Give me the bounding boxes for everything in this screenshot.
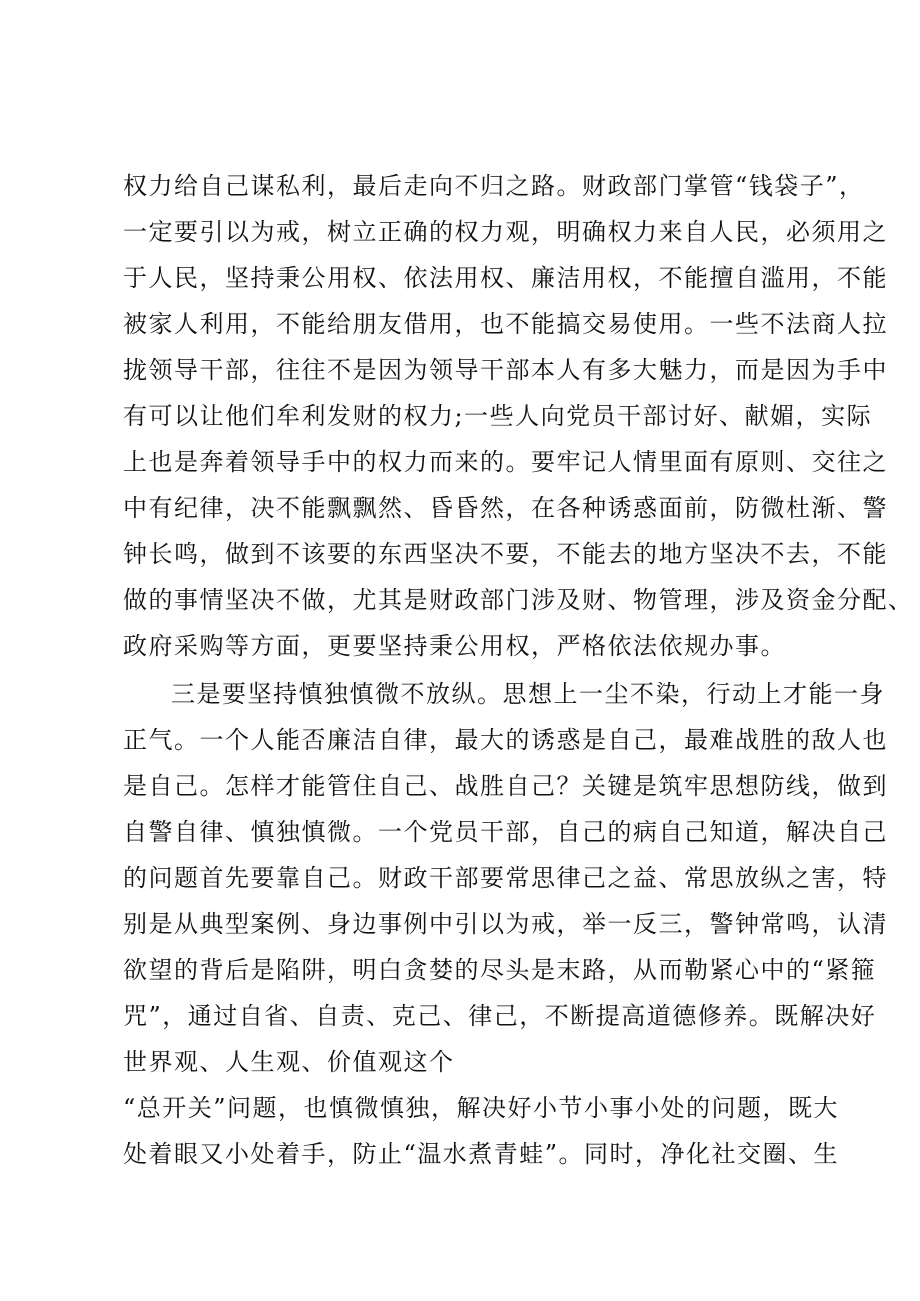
text-line: 自警自律、慎独慎微。一个党员干部，自己的病自己知道，解决自己 (123, 818, 888, 846)
text-line: 拢领导干部，往往不是因为领导干部本人有多大魅力，而是因为手中 (123, 356, 888, 384)
text-line: “总开关”问题，也慎微慎独，解决好小节小事小处的问题，既大 (123, 1094, 840, 1122)
text-line: 被家人利用，不能给朋友借用，也不能搞交易使用。一些不法商人拉 (123, 310, 888, 338)
text-line: 欲望的背后是陷阱，明白贪婪的尽头是末路，从而勒紧心中的“紧箍 (123, 956, 877, 984)
text-line: 一定要引以为戒，树立正确的权力观，明确权力来自人民，必须用之 (123, 218, 888, 246)
text-line: 咒”，通过自省、自责、克己、律己，不断提高道德修养。既解决好 (123, 1002, 877, 1030)
text-line: 政府采购等方面，更要坚持秉公用权，严格依法依规办事。 (123, 632, 786, 660)
text-line: 有可以让他们牟利发财的权力;一些人向党员干部讨好、献媚，实际 (123, 402, 873, 430)
text-line: 权力给自己谋私利，最后走向不归之路。财政部门掌管“钱袋子”， (123, 172, 865, 200)
text-line: 正气。一个人能否廉洁自律，最大的诱惑是自己，最难战胜的敌人也 (123, 726, 888, 754)
text-line: 别是从典型案例、身边事例中引以为戒，举一反三，警钟常鸣，认清 (123, 910, 888, 938)
text-line: 于人民，坚持秉公用权、依法用权、廉洁用权，不能擅自滥用，不能 (123, 264, 888, 292)
paragraph-start-line: 三是要坚持慎独慎微不放纵。思想上一尘不染，行动上才能一身 (171, 680, 885, 708)
text-line: 处着眼又小处着手，防止“温水煮青蛙”。同时，净化社交圈、生 (123, 1140, 840, 1168)
text-line: 钟长鸣，做到不该要的东西坚决不要，不能去的地方坚决不去，不能 (123, 540, 888, 568)
text-line: 是自己。怎样才能管住自己、战胜自己？关键是筑牢思想防线，做到 (123, 772, 888, 800)
text-line: 世界观、人生观、价值观这个 (123, 1048, 455, 1076)
text-line: 的问题首先要靠自己。财政干部要常思律己之益、常思放纵之害，特 (123, 864, 888, 892)
text-line: 上也是奔着领导手中的权力而来的。要牢记人情里面有原则、交往之 (123, 448, 888, 476)
text-line: 做的事情坚决不做，尤其是财政部门涉及财、物管理，涉及资金分配、 (123, 586, 914, 614)
text-line: 中有纪律，决不能飘飘然、昏昏然，在各种诱惑面前，防微杜渐、警 (123, 494, 888, 522)
